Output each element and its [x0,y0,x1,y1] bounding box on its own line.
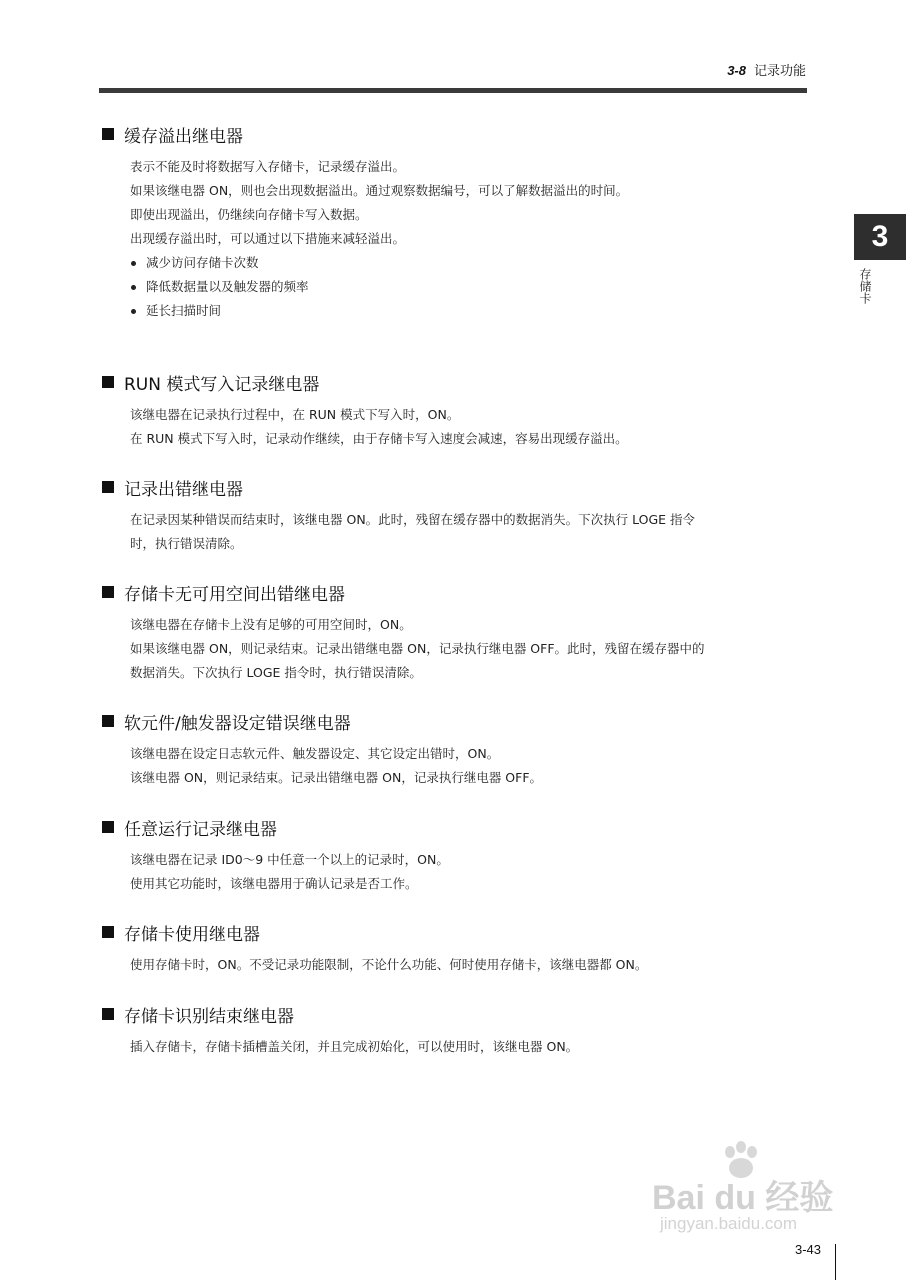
section-card-full-error [102,580,812,685]
section-run-mode-write [102,370,812,451]
watermark-logo-text: Bai du 经验 [652,1179,834,1217]
square-bullet-icon [102,586,114,598]
section-heading [102,580,812,604]
square-bullet-icon [102,821,114,833]
paragraph: 数据消失。下次执行 LOGE 指令时，执行错误清除。 [130,665,422,680]
chapter-label: 存储卡 [858,268,872,304]
section-number: 3-8 [727,63,746,78]
section-heading-text: 存储卡使用继电器 [124,924,260,945]
paragraph: 时，执行错误清除。 [130,536,243,551]
paragraph: 该继电器在记录执行过程中，在 RUN 模式下写入时，ON。 [130,407,460,422]
baidu-jingyan-watermark [640,1140,860,1240]
section-card-in-use [102,920,812,977]
paragraph: 如果该继电器 ON，则也会出现数据溢出。通过观察数据编号，可以了解数据溢出的时间。 [130,183,629,198]
section-heading-text: 记录出错继电器 [124,479,243,500]
page-number: 3-43 [795,1242,822,1257]
square-bullet-icon [102,715,114,727]
paragraph: 使用其它功能时，该继电器用于确认记录是否工作。 [130,876,418,891]
square-bullet-icon [102,376,114,388]
paragraph: 该继电器在记录 ID0～9 中任意一个以上的记录时，ON。 [130,852,449,867]
section-heading-text: 存储卡无可用空间出错继电器 [124,584,345,605]
square-bullet-icon [102,128,114,140]
section-heading-text: 任意运行记录继电器 [124,819,277,840]
section-heading [102,475,812,499]
bullet-item: 延长扫描时间 [130,299,812,323]
section-buffer-overflow [102,122,812,323]
bullet-item: 降低数据量以及触发器的频率 [130,275,812,299]
chapter-tab: 3 [854,214,906,260]
section-heading [102,122,812,146]
running-head [727,60,806,79]
section-heading [102,370,812,394]
section-log-error [102,475,812,556]
paragraph: 即使出现溢出，仍继续向存储卡写入数据。 [130,207,368,222]
section-heading [102,920,812,944]
paragraph: 在记录因某种错误而结束时，该继电器 ON。此时，残留在缓存器中的数据消失。下次执行 LOGE 指令 [130,512,696,527]
section-heading [102,709,812,733]
section-heading-text: 缓存溢出继电器 [124,126,243,147]
section-card-recognized [102,1002,812,1059]
page-number-rule [835,1244,836,1280]
paragraph: 使用存储卡时，ON。不受记录功能限制，不论什么功能、何时使用存储卡，该继电器都 ON。 [130,957,648,972]
bullet-list [130,251,812,323]
paragraph: 插入存储卡，存储卡插槽盖关闭，并且完成初始化，可以使用时，该继电器 ON。 [130,1039,579,1054]
section-heading [102,815,812,839]
section-heading-text: RUN 模式写入记录继电器 [124,374,320,395]
section-heading-text: 软元件/触发器设定错误继电器 [124,713,351,734]
square-bullet-icon [102,481,114,493]
section-heading [102,1002,812,1026]
section-heading-text: 存储卡识别结束继电器 [124,1006,294,1027]
paragraph: 如果该继电器 ON，则记录结束。记录出错继电器 ON，记录执行继电器 OFF。此时，残留在缓存器中的 [130,641,705,656]
watermark-url: jingyan.baidu.com [660,1214,798,1233]
paragraph: 出现缓存溢出时，可以通过以下措施来减轻溢出。 [130,231,406,246]
paragraph: 该继电器在设定日志软元件、触发器设定、其它设定出错时，ON。 [130,746,500,761]
paragraph: 表示不能及时将数据写入存储卡，记录缓存溢出。 [130,159,406,174]
bullet-item: 减少访问存储卡次数 [130,251,812,275]
square-bullet-icon [102,1008,114,1020]
section-any-logging [102,815,812,896]
paragraph: 在 RUN 模式下写入时，记录动作继续，由于存储卡写入速度会减速，容易出现缓存溢出。 [130,431,628,446]
header-rule [99,88,807,93]
section-title: 记录功能 [753,64,806,79]
square-bullet-icon [102,926,114,938]
section-device-trigger-error [102,709,812,790]
paragraph: 该继电器在存储卡上没有足够的可用空间时，ON。 [130,617,412,632]
paragraph: 该继电器 ON，则记录结束。记录出错继电器 ON，记录执行继电器 OFF。 [130,770,543,785]
